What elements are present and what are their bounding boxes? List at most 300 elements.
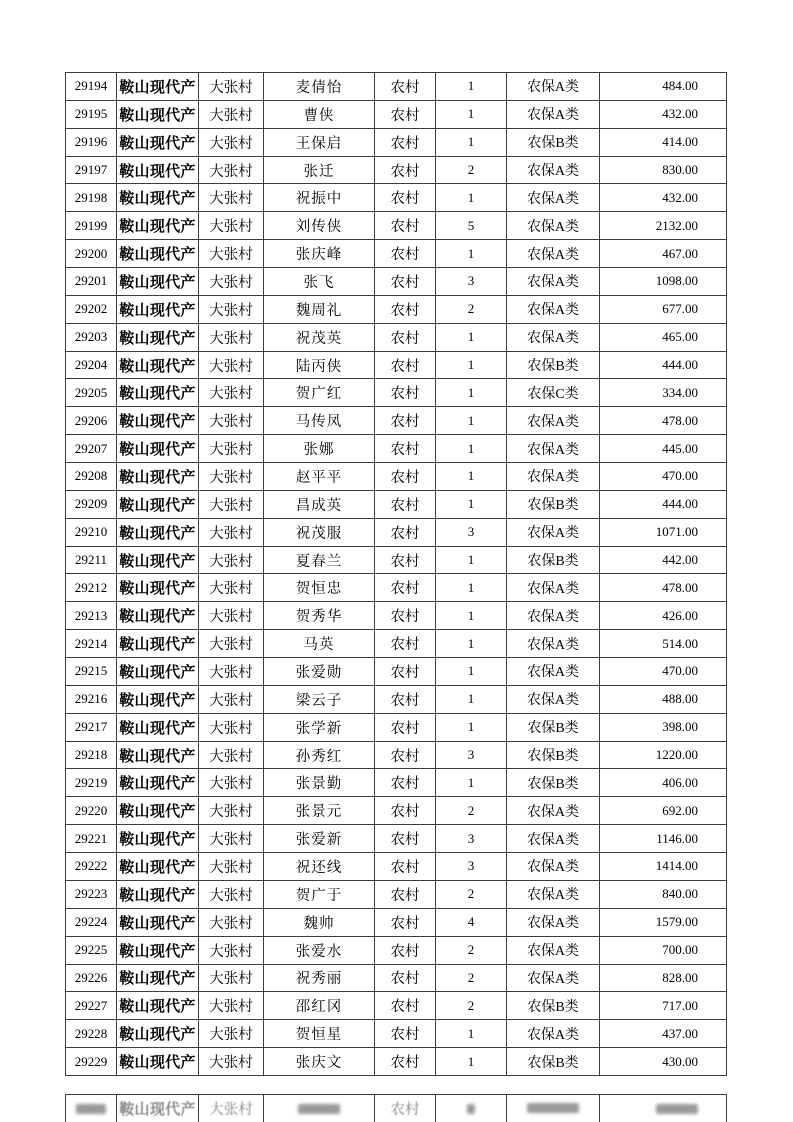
- cell-office: 鞍山现代产: [117, 463, 199, 491]
- table-row: [66, 156, 727, 184]
- cell-category: 农保A类: [507, 407, 600, 435]
- cell-office: 鞍山现代产: [117, 100, 199, 128]
- cell-village: 大张村: [199, 156, 264, 184]
- blurred-text: [527, 1103, 579, 1113]
- cell-count: 3: [436, 518, 507, 546]
- cell-id: 29208: [66, 463, 117, 491]
- cell-count: 2: [436, 936, 507, 964]
- cell-amount: 1579.00: [600, 908, 727, 936]
- cell-name: 祝还线: [264, 853, 375, 881]
- cell-name: 祝茂服: [264, 518, 375, 546]
- cell-amount: 840.00: [600, 880, 727, 908]
- cell-id: 29226: [66, 964, 117, 992]
- cell-amount: 1071.00: [600, 518, 727, 546]
- cell-amount: 445.00: [600, 435, 727, 463]
- table-row-partial: [66, 1095, 727, 1122]
- cell-village: 大张村: [199, 435, 264, 463]
- table-body: [66, 73, 727, 1076]
- cell-amount: 442.00: [600, 546, 727, 574]
- cell-amount: 1220.00: [600, 741, 727, 769]
- cell-count: 1: [436, 407, 507, 435]
- cell-category: [507, 1095, 600, 1122]
- cell-amount: 478.00: [600, 574, 727, 602]
- cell-id: 29227: [66, 992, 117, 1020]
- cell-category: 农保A类: [507, 268, 600, 296]
- cell-category: 农保A类: [507, 685, 600, 713]
- cell-category: 农保A类: [507, 880, 600, 908]
- cell-amount: 717.00: [600, 992, 727, 1020]
- cell-amount: 2132.00: [600, 212, 727, 240]
- cell-name: 张迁: [264, 156, 375, 184]
- cell-residence: 农村: [375, 184, 436, 212]
- cell-residence: 农村: [375, 1048, 436, 1076]
- cell-residence: 农村: [375, 769, 436, 797]
- cell-residence: 农村: [375, 100, 436, 128]
- cell-id: 29212: [66, 574, 117, 602]
- table-row: [66, 1020, 727, 1048]
- cell-id: 29229: [66, 1048, 117, 1076]
- cell-id: 29217: [66, 713, 117, 741]
- cell-village: 大张村: [199, 825, 264, 853]
- cell-count: 1: [436, 73, 507, 101]
- cell-name: 孙秀红: [264, 741, 375, 769]
- cell-village: 大张村: [199, 1020, 264, 1048]
- cell-village: 大张村: [199, 490, 264, 518]
- cell-id: 29195: [66, 100, 117, 128]
- cell-id: 29207: [66, 435, 117, 463]
- table-row: [66, 825, 727, 853]
- cell-office: 鞍山现代产: [117, 1020, 199, 1048]
- cell-amount: 830.00: [600, 156, 727, 184]
- cell-office: 鞍山现代产: [117, 240, 199, 268]
- table-row: [66, 490, 727, 518]
- cell-office: 鞍山现代产: [117, 73, 199, 101]
- table-row: [66, 435, 727, 463]
- cell-category: 农保A类: [507, 602, 600, 630]
- cell-village: 大张村: [199, 936, 264, 964]
- cell-office: 鞍山现代产: [117, 379, 199, 407]
- cell-count: 2: [436, 797, 507, 825]
- cell-category: 农保A类: [507, 853, 600, 881]
- cell-amount: 406.00: [600, 769, 727, 797]
- cell-village: 大张村: [199, 908, 264, 936]
- blurred-text: [76, 1104, 106, 1114]
- cell-office: 鞍山现代产: [117, 936, 199, 964]
- cell-count: 1: [436, 630, 507, 658]
- cell-category: 农保A类: [507, 964, 600, 992]
- next-page-partial-row: [65, 1094, 727, 1122]
- cell-village: 大张村: [199, 240, 264, 268]
- cell-category: 农保A类: [507, 100, 600, 128]
- table-row: [66, 463, 727, 491]
- cell-village: 大张村: [199, 685, 264, 713]
- cell-office: 鞍山现代产: [117, 574, 199, 602]
- cell-id: 29209: [66, 490, 117, 518]
- cell-category: 农保A类: [507, 463, 600, 491]
- cell-category: 农保A类: [507, 574, 600, 602]
- cell-name: 祝茂英: [264, 323, 375, 351]
- cell-residence: 农村: [375, 992, 436, 1020]
- cell-count: 3: [436, 853, 507, 881]
- cell-name: 张飞: [264, 268, 375, 296]
- cell-office: 鞍山现代产: [117, 435, 199, 463]
- cell-village: 大张村: [199, 212, 264, 240]
- blurred-text: [656, 1104, 698, 1114]
- cell-category: 农保C类: [507, 379, 600, 407]
- cell-id: 29198: [66, 184, 117, 212]
- cell-count: 1: [436, 602, 507, 630]
- table-row: [66, 73, 727, 101]
- table-row: [66, 1048, 727, 1076]
- cell-category: 农保A类: [507, 658, 600, 686]
- cell-office: 鞍山现代产: [117, 407, 199, 435]
- cell-office: 鞍山现代产: [117, 658, 199, 686]
- cell-id: 29201: [66, 268, 117, 296]
- cell-count: 1: [436, 713, 507, 741]
- cell-office: 鞍山现代产: [117, 769, 199, 797]
- cell-category: 农保B类: [507, 128, 600, 156]
- table-row: [66, 100, 727, 128]
- cell-residence: 农村: [375, 546, 436, 574]
- cell-id: 29210: [66, 518, 117, 546]
- cell-id: 29204: [66, 351, 117, 379]
- cell-amount: 514.00: [600, 630, 727, 658]
- cell-amount: 484.00: [600, 73, 727, 101]
- cell-category: 农保A类: [507, 240, 600, 268]
- cell-amount: 700.00: [600, 936, 727, 964]
- cell-village: 大张村: [199, 518, 264, 546]
- cell-village: 大张村: [199, 630, 264, 658]
- cell-village: 大张村: [199, 295, 264, 323]
- cell-category: 农保A类: [507, 156, 600, 184]
- partial-table-body: [66, 1095, 727, 1122]
- cell-amount: 1414.00: [600, 853, 727, 881]
- cell-village: 大张村: [199, 379, 264, 407]
- cell-residence: 农村: [375, 407, 436, 435]
- cell-category: 农保A类: [507, 1020, 600, 1048]
- cell-residence: 农村: [375, 490, 436, 518]
- cell-office: 鞍山现代产: [117, 602, 199, 630]
- cell-name: [264, 1095, 375, 1122]
- cell-category: 农保A类: [507, 630, 600, 658]
- cell-name: 夏春兰: [264, 546, 375, 574]
- cell-amount: 414.00: [600, 128, 727, 156]
- cell-office: 鞍山现代产: [117, 518, 199, 546]
- table-row: [66, 351, 727, 379]
- cell-residence: 农村: [375, 351, 436, 379]
- cell-category: 农保B类: [507, 769, 600, 797]
- cell-amount: 828.00: [600, 964, 727, 992]
- cell-count: 1: [436, 379, 507, 407]
- cell-id: 29203: [66, 323, 117, 351]
- cell-count: 5: [436, 212, 507, 240]
- cell-office: 鞍山现代产: [117, 156, 199, 184]
- payment-table: [65, 72, 727, 1076]
- cell-category: 农保B类: [507, 741, 600, 769]
- cell-id: 29194: [66, 73, 117, 101]
- cell-category: 农保B类: [507, 351, 600, 379]
- table-row: [66, 574, 727, 602]
- cell-office: 鞍山现代产: [117, 630, 199, 658]
- table-row: [66, 212, 727, 240]
- cell-amount: 432.00: [600, 100, 727, 128]
- cell-residence: 农村: [375, 240, 436, 268]
- table-row: [66, 964, 727, 992]
- table-row: [66, 184, 727, 212]
- cell-name: 贺秀华: [264, 602, 375, 630]
- cell-id: 29215: [66, 658, 117, 686]
- cell-category: 农保B类: [507, 1048, 600, 1076]
- cell-amount: 677.00: [600, 295, 727, 323]
- cell-office: 鞍山现代产: [117, 880, 199, 908]
- cell-id: 29196: [66, 128, 117, 156]
- table-row: [66, 741, 727, 769]
- cell-count: 1: [436, 1020, 507, 1048]
- cell-village: 大张村: [199, 323, 264, 351]
- cell-amount: 398.00: [600, 713, 727, 741]
- cell-id: 29205: [66, 379, 117, 407]
- cell-residence: 农村: [375, 964, 436, 992]
- cell-residence: 农村: [375, 825, 436, 853]
- cell-amount: [600, 1095, 727, 1122]
- cell-village: 大张村: [199, 268, 264, 296]
- cell-amount: 470.00: [600, 658, 727, 686]
- cell-id: 29213: [66, 602, 117, 630]
- cell-residence: 农村: [375, 212, 436, 240]
- cell-id: 29211: [66, 546, 117, 574]
- cell-office: 鞍山现代产: [117, 853, 199, 881]
- cell-office: 鞍山现代产: [117, 713, 199, 741]
- cell-category: 农保B类: [507, 490, 600, 518]
- cell-village: 大张村: [199, 602, 264, 630]
- table-row: [66, 295, 727, 323]
- cell-amount: 430.00: [600, 1048, 727, 1076]
- cell-office: 鞍山现代产: [117, 351, 199, 379]
- cell-village: 大张村: [199, 1048, 264, 1076]
- cell-office: 鞍山现代产: [117, 797, 199, 825]
- cell-name: 贺恒忠: [264, 574, 375, 602]
- cell-name: 张学新: [264, 713, 375, 741]
- cell-amount: 692.00: [600, 797, 727, 825]
- cell-name: 张庆峰: [264, 240, 375, 268]
- cell-name: 贺广于: [264, 880, 375, 908]
- cell-residence: 农村: [375, 853, 436, 881]
- cell-village: 大张村: [199, 769, 264, 797]
- blurred-text: [298, 1104, 340, 1114]
- cell-count: 2: [436, 880, 507, 908]
- cell-residence: 农村: [375, 1020, 436, 1048]
- table-row: [66, 268, 727, 296]
- cell-name: 梁云子: [264, 685, 375, 713]
- cell-name: 张庆文: [264, 1048, 375, 1076]
- cell-id: 29216: [66, 685, 117, 713]
- cell-residence: 农村: [375, 156, 436, 184]
- cell-category: 农保A类: [507, 184, 600, 212]
- cell-count: 1: [436, 240, 507, 268]
- table-row: [66, 936, 727, 964]
- cell-office: 鞍山现代产: [117, 825, 199, 853]
- cell-id: 29197: [66, 156, 117, 184]
- cell-residence: 农村: [375, 268, 436, 296]
- cell-residence: 农村: [375, 295, 436, 323]
- cell-count: 1: [436, 1048, 507, 1076]
- cell-id: 29219: [66, 769, 117, 797]
- cell-amount: 488.00: [600, 685, 727, 713]
- cell-village: 大张村: [199, 574, 264, 602]
- village-label: 大张村: [209, 1101, 253, 1118]
- table-row: [66, 323, 727, 351]
- cell-category: 农保A类: [507, 908, 600, 936]
- cell-village: 大张村: [199, 73, 264, 101]
- table-row: [66, 518, 727, 546]
- cell-name: 张娜: [264, 435, 375, 463]
- cell-id: 29199: [66, 212, 117, 240]
- cell-category: 农保A类: [507, 435, 600, 463]
- cell-count: 1: [436, 574, 507, 602]
- cell-office: 鞍山现代产: [117, 490, 199, 518]
- cell-name: 马英: [264, 630, 375, 658]
- table-row: [66, 658, 727, 686]
- cell-village: 大张村: [199, 100, 264, 128]
- blurred-text: [467, 1104, 475, 1114]
- cell-count: 1: [436, 435, 507, 463]
- cell-office: 鞍山现代产: [117, 323, 199, 351]
- cell-id: 29220: [66, 797, 117, 825]
- cell-category: 农保A类: [507, 936, 600, 964]
- cell-name: 贺恒星: [264, 1020, 375, 1048]
- cell-name: 刘传侠: [264, 212, 375, 240]
- cell-name: 麦倩怡: [264, 73, 375, 101]
- cell-office: 鞍山现代产: [117, 128, 199, 156]
- cell-name: 祝振中: [264, 184, 375, 212]
- cell-village: 大张村: [199, 880, 264, 908]
- table-row: [66, 797, 727, 825]
- cell-amount: 444.00: [600, 490, 727, 518]
- cell-amount: 470.00: [600, 463, 727, 491]
- cell-amount: 1098.00: [600, 268, 727, 296]
- cell-village: 大张村: [199, 658, 264, 686]
- cell-count: 3: [436, 741, 507, 769]
- cell-count: 4: [436, 908, 507, 936]
- cell-amount: 334.00: [600, 379, 727, 407]
- cell-residence: 农村: [375, 908, 436, 936]
- cell-id: 29223: [66, 880, 117, 908]
- cell-village: 大张村: [199, 741, 264, 769]
- cell-count: 1: [436, 490, 507, 518]
- residence-label: 农村: [390, 1101, 420, 1118]
- cell-residence: 农村: [375, 323, 436, 351]
- cell-count: 1: [436, 546, 507, 574]
- cell-residence: 农村: [375, 630, 436, 658]
- table-row: [66, 630, 727, 658]
- cell-residence: [375, 1095, 436, 1122]
- cell-office: 鞍山现代产: [117, 685, 199, 713]
- cell-name: 张景勤: [264, 769, 375, 797]
- table-row: [66, 240, 727, 268]
- cell-count: 2: [436, 295, 507, 323]
- table-row: [66, 853, 727, 881]
- cell-id: 29225: [66, 936, 117, 964]
- table-row: [66, 880, 727, 908]
- cell-residence: 农村: [375, 741, 436, 769]
- table-row: [66, 992, 727, 1020]
- cell-residence: 农村: [375, 602, 436, 630]
- cell-count: 1: [436, 351, 507, 379]
- cell-residence: 农村: [375, 685, 436, 713]
- cell-office: 鞍山现代产: [117, 184, 199, 212]
- cell-id: 29222: [66, 853, 117, 881]
- cell-count: 1: [436, 184, 507, 212]
- cell-count: 1: [436, 463, 507, 491]
- cell-category: 农保A类: [507, 73, 600, 101]
- cell-category: 农保A类: [507, 295, 600, 323]
- cell-residence: 农村: [375, 518, 436, 546]
- cell-residence: 农村: [375, 435, 436, 463]
- cell-residence: 农村: [375, 574, 436, 602]
- cell-office: 鞍山现代产: [117, 546, 199, 574]
- cell-office: 鞍山现代产: [117, 964, 199, 992]
- cell-count: [436, 1095, 507, 1122]
- cell-category: 农保A类: [507, 518, 600, 546]
- cell-name: 曹侠: [264, 100, 375, 128]
- cell-residence: 农村: [375, 797, 436, 825]
- cell-count: 1: [436, 323, 507, 351]
- cell-id: 29221: [66, 825, 117, 853]
- cell-count: 2: [436, 156, 507, 184]
- cell-name: 魏帅: [264, 908, 375, 936]
- cell-office: 鞍山现代产: [117, 268, 199, 296]
- cell-village: 大张村: [199, 546, 264, 574]
- table-row: [66, 379, 727, 407]
- cell-office: 鞍山现代产: [117, 741, 199, 769]
- cell-village: 大张村: [199, 351, 264, 379]
- cell-village: 大张村: [199, 463, 264, 491]
- cell-category: 农保B类: [507, 546, 600, 574]
- cell-name: 马传凤: [264, 407, 375, 435]
- cell-residence: 农村: [375, 936, 436, 964]
- cell-office: [117, 1095, 199, 1122]
- cell-amount: 444.00: [600, 351, 727, 379]
- cell-name: 贺广红: [264, 379, 375, 407]
- cell-count: 3: [436, 825, 507, 853]
- cell-name: 王保启: [264, 128, 375, 156]
- cell-amount: 1146.00: [600, 825, 727, 853]
- cell-count: 1: [436, 658, 507, 686]
- cell-id: 29200: [66, 240, 117, 268]
- cell-residence: 农村: [375, 379, 436, 407]
- cell-village: 大张村: [199, 184, 264, 212]
- cell-category: 农保B类: [507, 992, 600, 1020]
- cell-id: 29206: [66, 407, 117, 435]
- cell-count: 1: [436, 769, 507, 797]
- table-row: [66, 769, 727, 797]
- cell-name: 祝秀丽: [264, 964, 375, 992]
- cell-amount: 465.00: [600, 323, 727, 351]
- cell-amount: 437.00: [600, 1020, 727, 1048]
- table-row: [66, 128, 727, 156]
- office-label: 鞍山现代产: [119, 1101, 196, 1118]
- cell-name: 张景元: [264, 797, 375, 825]
- cell-village: 大张村: [199, 713, 264, 741]
- cell-residence: 农村: [375, 73, 436, 101]
- cell-office: 鞍山现代产: [117, 212, 199, 240]
- cell-category: 农保A类: [507, 323, 600, 351]
- table-row: [66, 407, 727, 435]
- cell-count: 1: [436, 685, 507, 713]
- table-row: [66, 602, 727, 630]
- cell-name: 赵平平: [264, 463, 375, 491]
- cell-village: 大张村: [199, 853, 264, 881]
